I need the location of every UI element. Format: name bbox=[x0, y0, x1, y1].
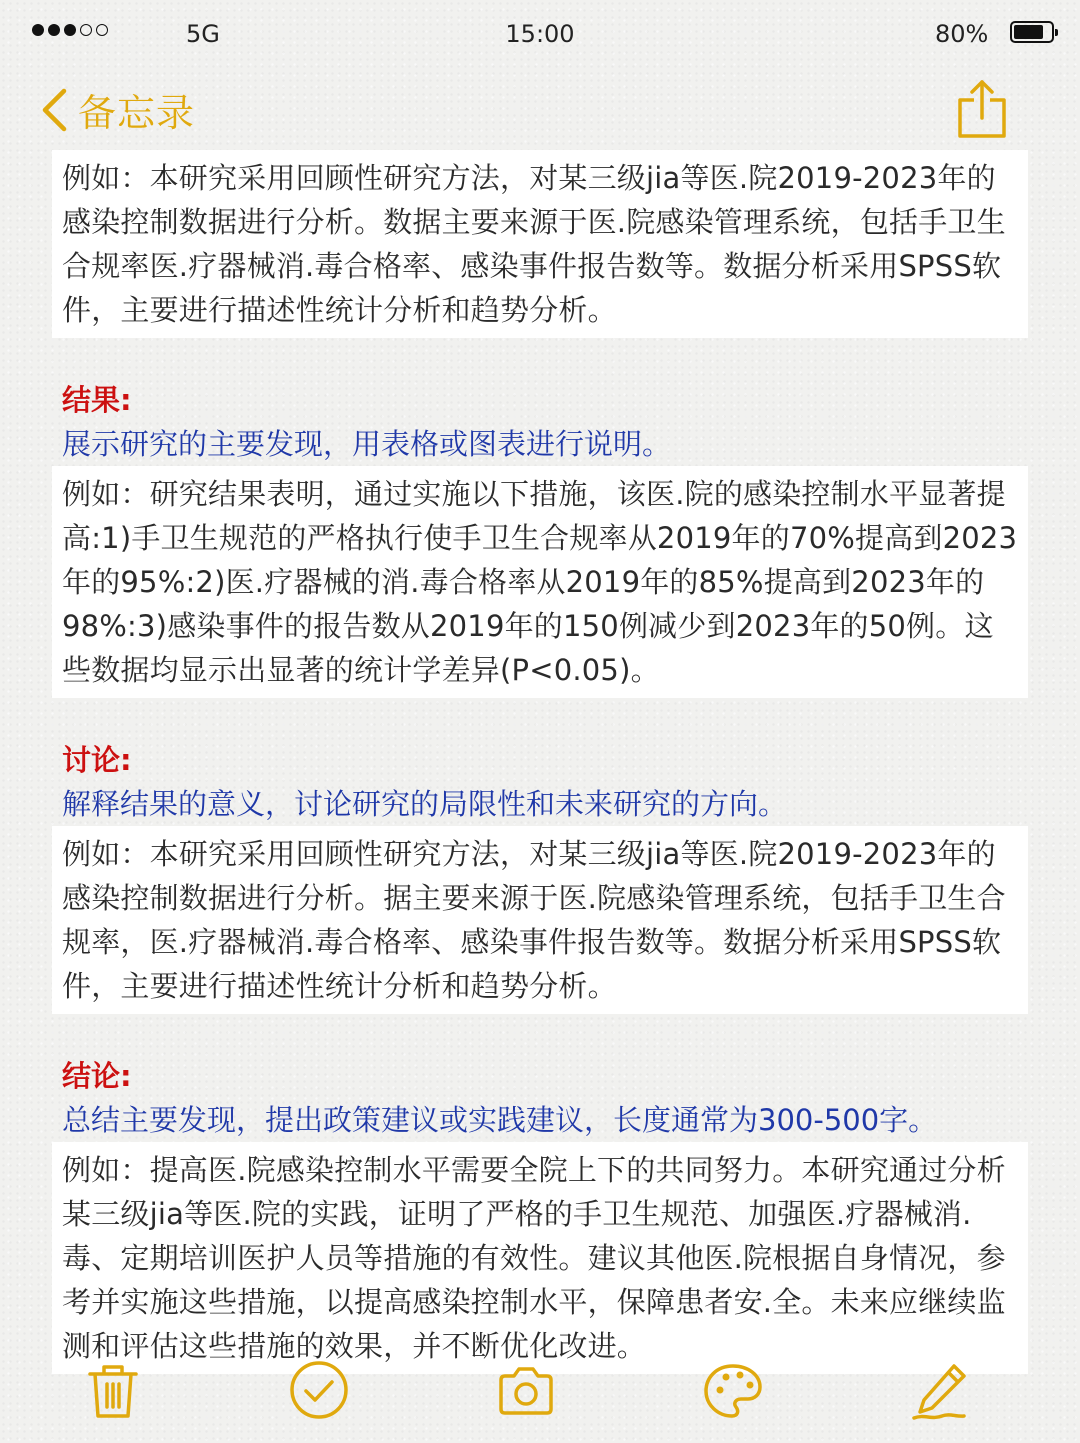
markup-button[interactable] bbox=[904, 1356, 974, 1426]
navigation-bar bbox=[0, 78, 1080, 148]
delete-button[interactable] bbox=[78, 1356, 148, 1426]
chevron-left-icon bbox=[40, 87, 68, 133]
conclusion-description: 总结主要发现，提出政策建议或实践建议，长度通常为300-500字。 bbox=[62, 1103, 938, 1137]
checklist-icon bbox=[284, 1356, 354, 1426]
palette-button[interactable] bbox=[698, 1356, 768, 1426]
camera-button[interactable] bbox=[491, 1356, 561, 1426]
camera-icon bbox=[491, 1356, 561, 1426]
bottom-toolbar bbox=[0, 1356, 1080, 1426]
back-button[interactable] bbox=[40, 82, 195, 137]
discussion-heading: 讨论: bbox=[62, 743, 132, 777]
results-example-text: 例如：研究结果表明，通过实施以下措施，该医.院的感染控制水平显著提高:1)手卫生规范的严格执行使手卫生合规率从2019年的70%提高到2023年的95%:2)医.疗器械的消.毒合格率从2019年的85%提高到2023年的98%:3)感染事件的报告数从2019年的150例减少到2023年的50例。这些数据均显示出显著的统计学差异(P<0.05)。 bbox=[52, 466, 1028, 698]
results-description: 展示研究的主要发现，用表格或图表进行说明。 bbox=[62, 427, 672, 461]
share-icon bbox=[950, 78, 1014, 142]
discussion-example-text: 例如：本研究采用回顾性研究方法，对某三级jia等医.院2019-2023年的感染控制数据进行分析。据主要来源于医.院感染管理系统，包括手卫生合规率，医.疗器械消.毒合格率、感染事件报告数等。数据分析采用SPSS软件，主要进行描述性统计分析和趋势分析。 bbox=[52, 826, 1028, 1014]
battery-tip bbox=[1055, 29, 1058, 36]
back-label: 备忘录 bbox=[78, 91, 196, 135]
battery-icon bbox=[1010, 21, 1054, 43]
conclusion-example-text: 例如：提高医.院感染控制水平需要全院上下的共同努力。本研究通过分析某三级jia等医.院的实践，证明了严格的手卫生规范、加强医.疗器械消.毒、定期培训医护人员等措施的有效性。建议其他医.院根据自身情况，参考并实施这些措施，以提高感染控制水平，保障患者安.全。未来应继续监测和评估这些措施的效果，并不断优化改进。 bbox=[52, 1142, 1028, 1374]
status-bar bbox=[0, 0, 1080, 66]
note-content[interactable] bbox=[52, 150, 1028, 1374]
results-heading: 结果: bbox=[62, 383, 132, 417]
conclusion-heading: 结论: bbox=[62, 1059, 132, 1093]
network-type: 5G bbox=[186, 20, 220, 48]
trash-icon bbox=[78, 1356, 148, 1426]
discussion-description: 解释结果的意义，讨论研究的局限性和未来研究的方向。 bbox=[62, 787, 788, 821]
battery-percentage: 80% bbox=[935, 20, 989, 48]
battery-fill bbox=[1014, 25, 1043, 39]
markup-pen-icon bbox=[904, 1356, 974, 1426]
share-button[interactable] bbox=[950, 78, 1014, 142]
methods-example-text: 例如：本研究采用回顾性研究方法，对某三级jia等医.院2019-2023年的感染控制数据进行分析。数据主要来源于医.院感染管理系统，包括手卫生合规率医.疗器械消.毒合格率、感染事件报告数等。数据分析采用SPSS软件，主要进行描述性统计分析和趋势分析。 bbox=[52, 150, 1028, 338]
palette-icon bbox=[698, 1356, 768, 1426]
checklist-button[interactable] bbox=[284, 1356, 354, 1426]
clock: 15:00 bbox=[505, 20, 575, 48]
